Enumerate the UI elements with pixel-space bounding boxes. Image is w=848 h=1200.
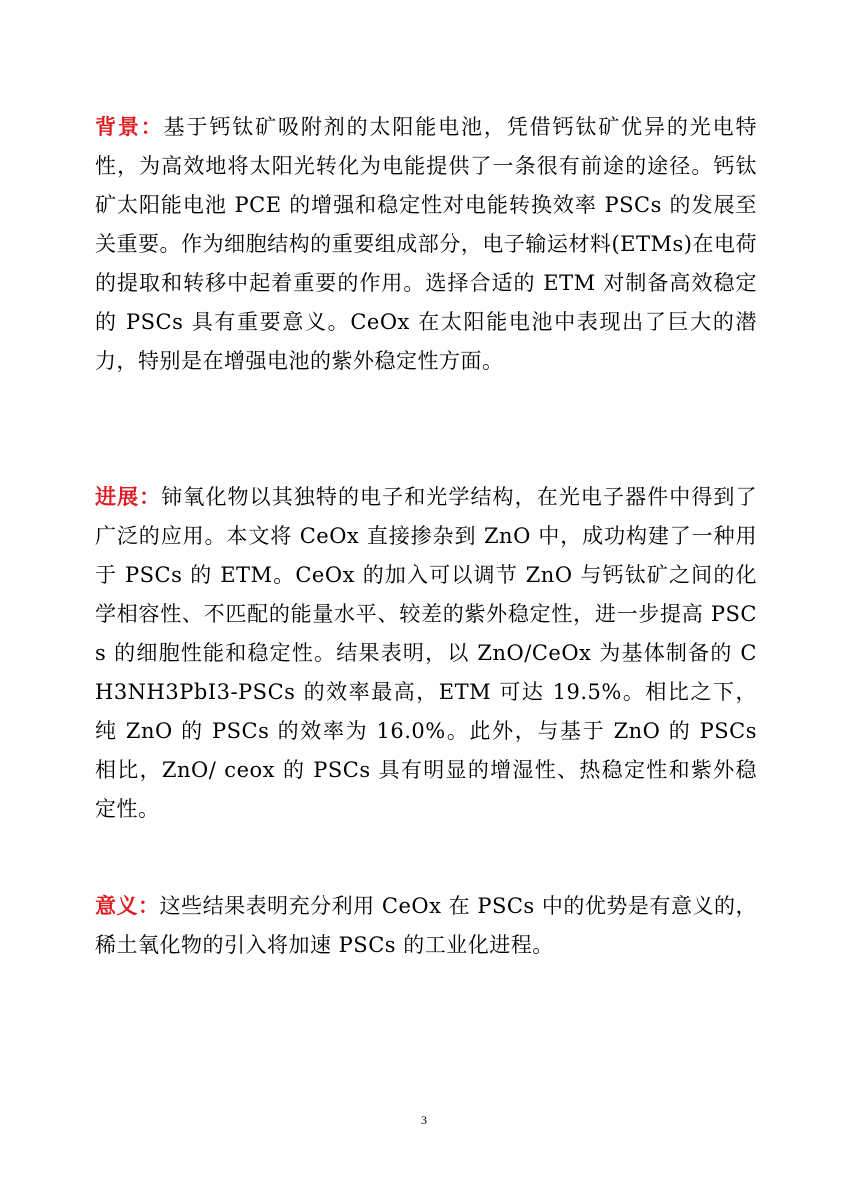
text-significance: 这些结果表明充分利用 CeOx 在 PSCs 中的优势是有意义的，稀土氧化物的引入将加速 PSCs 的工业化进程。 xyxy=(95,894,757,957)
paragraph-significance xyxy=(95,886,757,965)
page-number: 3 xyxy=(421,1113,427,1127)
text-background: 基于钙钛矿吸附剂的太阳能电池，凭借钙钛矿优异的光电特性，为高效地将太阳光转化为电能提供了一条很有前途的途径。钙钛矿太阳能电池 PCE 的增强和稳定性对电能转换效率 PSCs 的发展至关重要。作为细胞结构的重要组成部分，电子输运材料(ETMs)在电荷的提取和转移中起着重要的作用。选择合适的 ETM 对制备高效稳定的 PSCs 具有重要意义。CeOx 在太阳能电池中表现出了巨大的潜力，特别是在增强电池的紫外稳定性方面。 xyxy=(95,115,757,373)
label-significance: 意义： xyxy=(95,893,160,918)
paragraph-progress xyxy=(95,477,757,829)
label-background: 背景： xyxy=(95,114,164,139)
label-progress: 进展： xyxy=(95,484,162,509)
text-progress: 铈氧化物以其独特的电子和光学结构，在光电子器件中得到了广泛的应用。本文将 CeOx 直接掺杂到 ZnO 中，成功构建了一种用于 PSCs 的 ETM。CeOx 的加入可以调节 ZnO 与钙钛矿之间的化学相容性、不匹配的能量水平、较差的紫外稳定性，进一步提高 PSCs 的细胞性能和稳定性。结果表明，以 ZnO/CeOx 为基体制备的 CH3NH3PbI3-PSCs 的效率最高，ETM 可达 19.5%。相比之下，纯 ZnO 的 PSCs 的效率为 16.0%。此外，与基于 ZnO 的 PSCs 相比，ZnO/ ceox 的 PSCs 具有明显的增湿性、热稳定性和紫外稳定性。 xyxy=(95,485,758,821)
paragraph-background xyxy=(95,107,757,381)
